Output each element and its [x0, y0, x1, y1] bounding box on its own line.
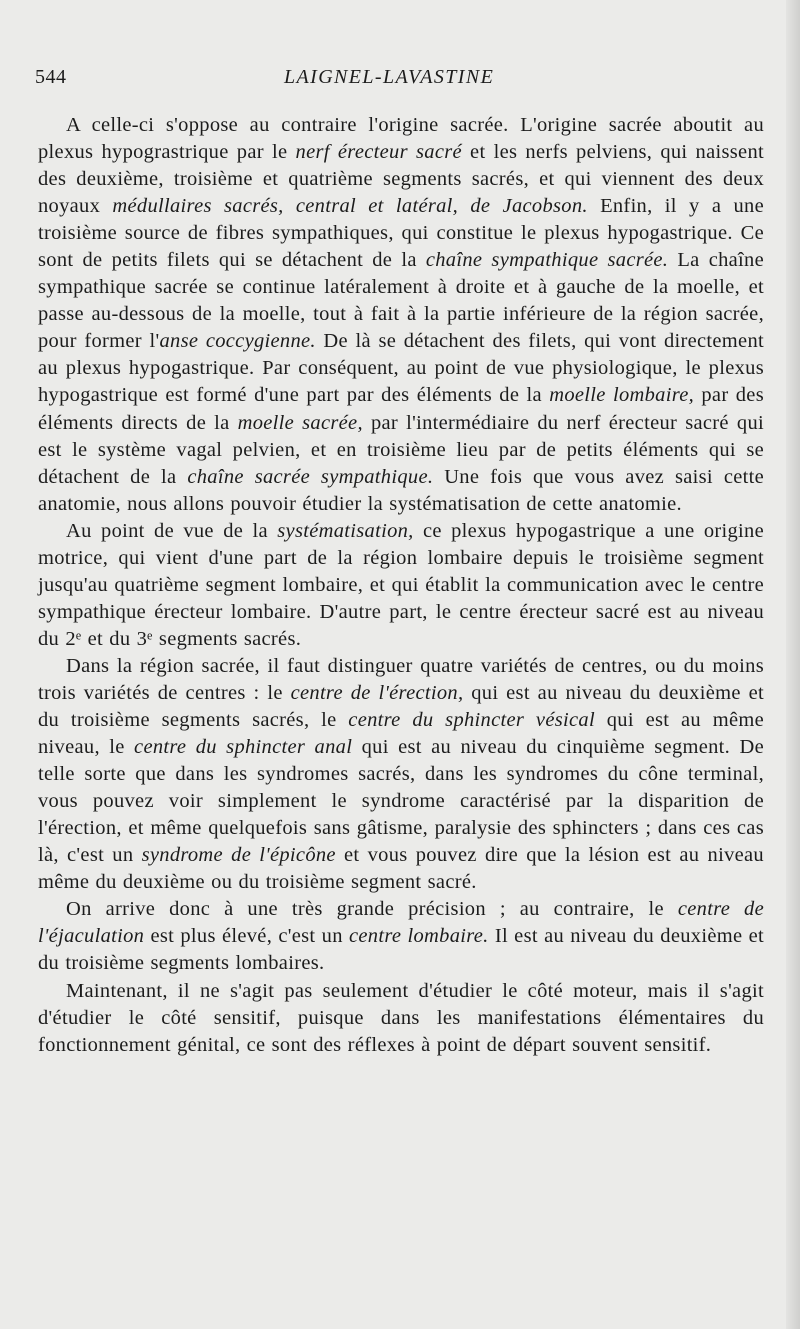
paragraph	[38, 518, 764, 653]
italic-run: chaîne sympathique sacrée.	[425, 249, 669, 272]
paragraph	[38, 112, 764, 518]
text-run: Une fois que vous avez saisi cette anatomie, nous allons pouvoir étudier la systématisation de cette anatomie.	[38, 465, 765, 515]
italic-run: moelle sacrée,	[237, 411, 363, 434]
italic-run: systématisation,	[277, 519, 414, 542]
text-run: Dans la région sacrée, il faut distinguer quatre variétés de centres, ou du moins trois variétés de centres : le	[38, 654, 764, 704]
text-run: ce plexus hypogastrique a une origine motrice, qui vient d'une part de la région lombaire depuis le troisième segment jusqu'au quatrième segment lombaire, et qui établit la communication avec le centre sympathique érecteur lombaire. D'autre part, le centre érecteur sacré est au niveau du 2ᵉ et du 3ᵉ segments sacrés.	[38, 519, 765, 650]
italic-run: nerf érecteur sacré	[295, 141, 462, 164]
text-run: Il est au niveau du deuxième et du troisième segments lombaires.	[38, 925, 764, 975]
body-text	[38, 112, 764, 1059]
text-run: On arrive donc à une très grande précision ; au contraire, le	[66, 898, 678, 921]
text-run: De là se détachent des filets, qui vont directement au plexus hypogastrique. Par conséquent, au point de vue physiologique, le plexus hypogastrique est formé d'une part par des éléments de la	[38, 330, 764, 407]
page-header	[0, 66, 800, 96]
text-run: A celle-ci s'oppose au contraire l'origine sacrée. L'origine sacrée aboutit au plexus hypograstrique par le	[38, 114, 764, 164]
italic-run: médullaires sacrés, central et latéral, de Jacobson.	[112, 195, 588, 218]
running-head: LAIGNEL-LAVASTINE	[284, 66, 495, 88]
text-run: et les nerfs pelviens, qui naissent des deuxième, troisième et quatrième segments sacrés, et qui viennent des deux noyaux	[38, 141, 764, 218]
italic-run: chaîne sacrée sympathique.	[187, 465, 434, 488]
text-run: qui est au même niveau, le	[38, 709, 765, 759]
italic-run: centre du sphincter anal	[134, 736, 353, 759]
text-run: Maintenant, il ne s'agit pas seulement d'étudier le côté moteur, mais il s'agit d'étudier le côté sensitif, puisque dans les manifestations élémentaires du fonctionnement génital, ce sont des réflexes à point de départ souvent sensitif.	[38, 979, 764, 1056]
text-run: est plus élevé, c'est un	[144, 925, 349, 948]
paragraph	[38, 653, 764, 896]
text-run: Enfin, il y a une troisième source de fibres sympathiques, qui constitue le plexus hypogastrique. Ce sont de petits filets qui se détachent de la	[38, 195, 764, 272]
paragraph	[38, 978, 764, 1059]
text-run: par l'intermédiaire du nerf érecteur sacré qui est le système vagal pelvien, et en troisième lieu par de petits éléments qui se détachent de la	[38, 411, 764, 488]
italic-run: anse coccygienne.	[159, 330, 316, 353]
page-number: 544	[35, 66, 67, 88]
italic-run: centre de l'éjaculation	[38, 898, 764, 948]
italic-run: centre lombaire.	[349, 925, 489, 948]
italic-run: moelle lombaire,	[549, 384, 695, 407]
text-run: qui est au niveau du cinquième segment. De telle sorte que dans les syndromes sacrés, dans les syndromes du cône terminal, vous pouvez voir simplement le syndrome caractérisé par la disparition de l'érection, et même quelquefois sans gâtisme, paralysie des sphincters ; dans ces cas là, c'est un	[38, 736, 764, 867]
page-edge-shadow	[786, 0, 800, 1329]
text-run: Au point de vue de la	[66, 519, 278, 542]
paragraph	[38, 896, 764, 977]
text-run: La chaîne sympathique sacrée se continue latéralement à droite et à gauche de la moelle, et passe au-dessous de la moelle, tout à fait à la partie inférieure de la région sacrée, pour former l'	[38, 249, 764, 353]
italic-run: centre de l'érection,	[290, 681, 464, 704]
text-run: qui est au niveau du deuxième et du troisième segments sacrés, le	[38, 681, 764, 732]
italic-run: syndrome de l'épicône	[141, 844, 336, 867]
text-run: par des éléments directs de la	[38, 384, 764, 434]
text-run: et vous pouvez dire que la lésion est au niveau même du deuxième ou du troisième segment sacré.	[38, 844, 764, 894]
italic-run: centre du sphincter vésical	[348, 709, 595, 732]
